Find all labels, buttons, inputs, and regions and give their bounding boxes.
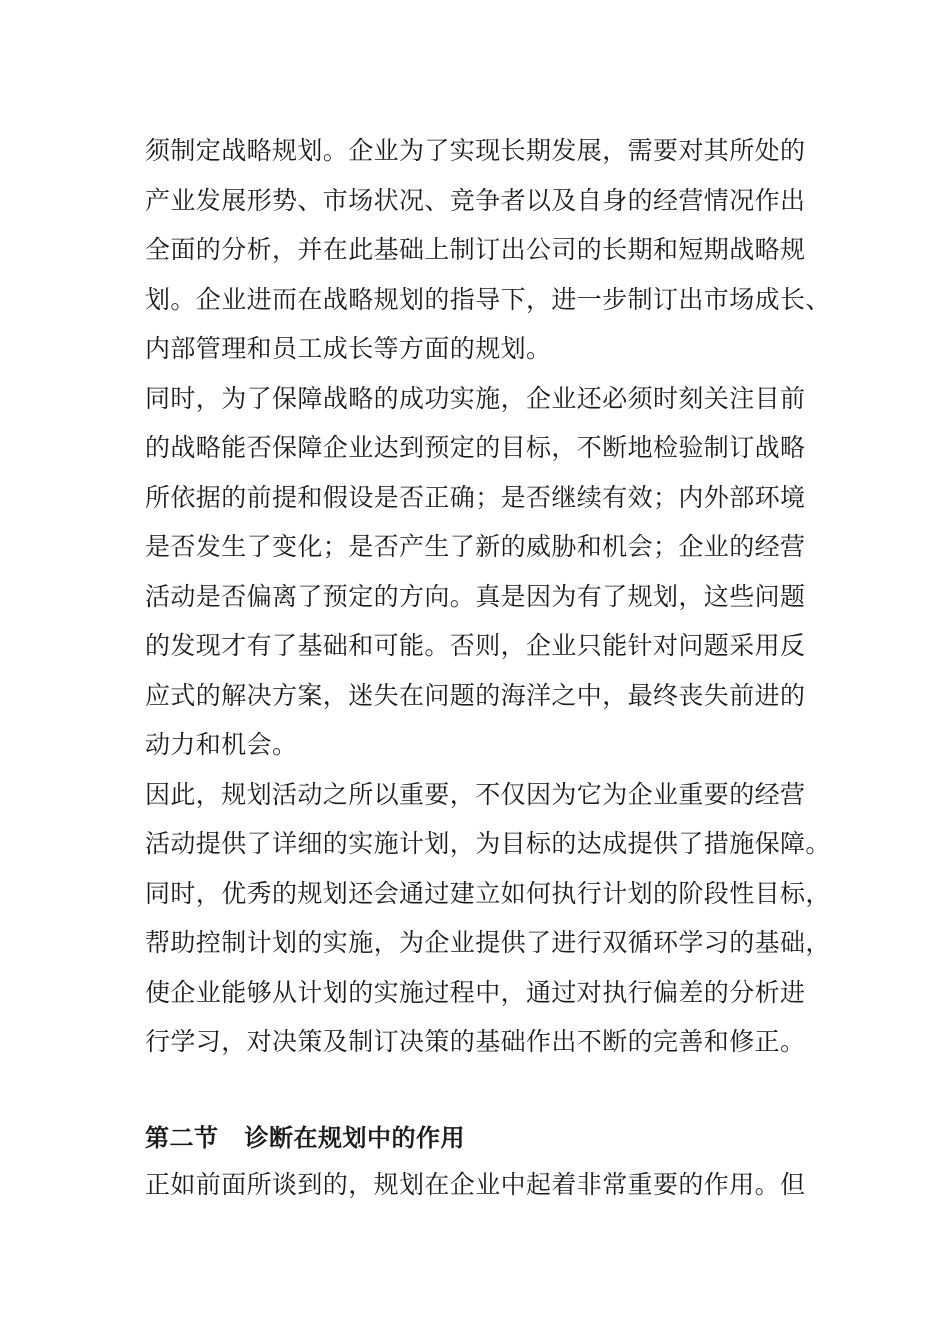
section-number: 第二节 (145, 1123, 219, 1152)
text-line: 活动提供了详细的实施计划，为目标的达成提供了措施保障。 (145, 829, 831, 858)
paragraph (145, 1160, 815, 1210)
text-line: 行学习，对决策及制订决策的基础作出不断的完善和修正。 (145, 1027, 806, 1056)
text-line: 划。企业进而在战略规划的指导下，进一步制订出市场成长、 (145, 284, 831, 314)
text-line: 动力和机会。 (145, 730, 298, 759)
text-line: 帮助控制计划的实施，为企业提供了进行双循环学习的基础， (145, 928, 831, 957)
text-line: 内部管理和员工成长等方面的规划。 (145, 334, 552, 363)
text-line: 同时，为了保障战略的成功实施，企业还必须时刻关注目前 (145, 383, 806, 413)
text-line: 产业发展形势、市场状况、竞争者以及自身的经营情况作出 (145, 185, 806, 215)
section-heading (145, 1116, 815, 1160)
text-line: 因此，规划活动之所以重要，不仅因为它为企业重要的经营 (145, 779, 806, 809)
paragraph (145, 126, 831, 374)
text-line: 同时，优秀的规划还会通过建立如何执行计划的阶段性目标， (145, 878, 831, 908)
text-line: 全面的分析，并在此基础上制订出公司的长期和短期战略规 (145, 235, 806, 264)
paragraph (145, 374, 815, 770)
text-line: 的发现才有了基础和可能。否则，企业只能针对问题采用反 (145, 631, 806, 660)
text-line: 使企业能够从计划的实施过程中，通过对执行偏差的分析进 (145, 977, 806, 1007)
text-line: 的战略能否保障企业达到预定的目标，不断地检验制订战略 (145, 433, 806, 462)
text-line: 活动是否偏离了预定的方向。真是因为有了规划，这些问题 (145, 581, 806, 611)
section-title: 诊断在规划中的作用 (244, 1123, 465, 1152)
paragraph (145, 770, 831, 1067)
text-line: 是否发生了变化；是否产生了新的威胁和机会；企业的经营 (145, 532, 806, 561)
document-page (145, 126, 831, 1209)
text-line: 所依据的前提和假设是否正确；是否继续有效；内外部环境 (145, 482, 806, 512)
text-line: 应式的解决方案，迷失在问题的海洋之中，最终丧失前进的 (145, 680, 806, 710)
text-line: 须制定战略规划。企业为了实现长期发展，需要对其所处的 (145, 136, 806, 165)
text-line: 正如前面所谈到的，规划在企业中起着非常重要的作用。但 (145, 1169, 806, 1199)
